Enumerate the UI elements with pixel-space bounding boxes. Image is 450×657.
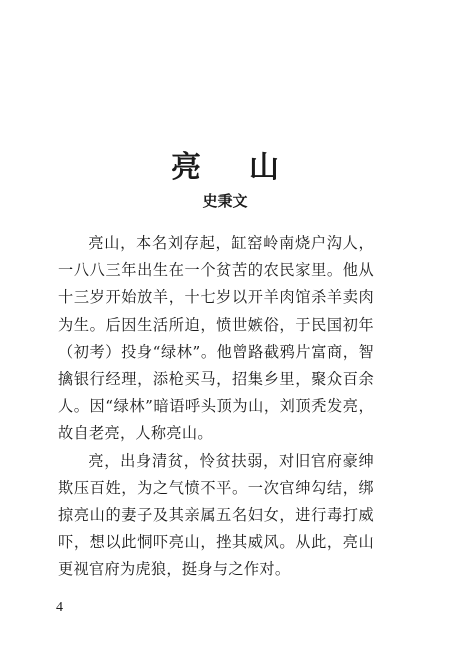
chapter-title: 亮山 [171,150,327,185]
paragraph-2: 亮，出身清贫，怜贫扶弱，对旧官府豪绅欺压百姓，为之气愤不平。一次官绅勾结，绑掠亮山的妻子及其亲属五名妇女，进行毒打威吓，想以此恫吓亮山，挫其威风。从此，亮山更视官府为虎狼，挺身与之作对。 [58,451,374,579]
paragraph-1: 亮山，本名刘存起，缸窑岭南烧户沟人，一八八三年出生在一个贫苦的农民家里。他从十三岁开始放羊，十七岁以开羊肉馆杀羊卖肉为生。后因生活所迫，愤世嫉俗，于民国初年（初考）投身“绿林”。他曾路截鸦片富商，智擒银行经理，添枪买马，招集乡里，聚众百余人。因“绿林”暗语呼头顶为山，刘顶秃发亮，故自老亮，人称亮山。 [58,234,374,443]
body-text [58,230,374,584]
page-number: 4 [56,600,63,615]
author-name: 史秉文 [202,192,248,210]
